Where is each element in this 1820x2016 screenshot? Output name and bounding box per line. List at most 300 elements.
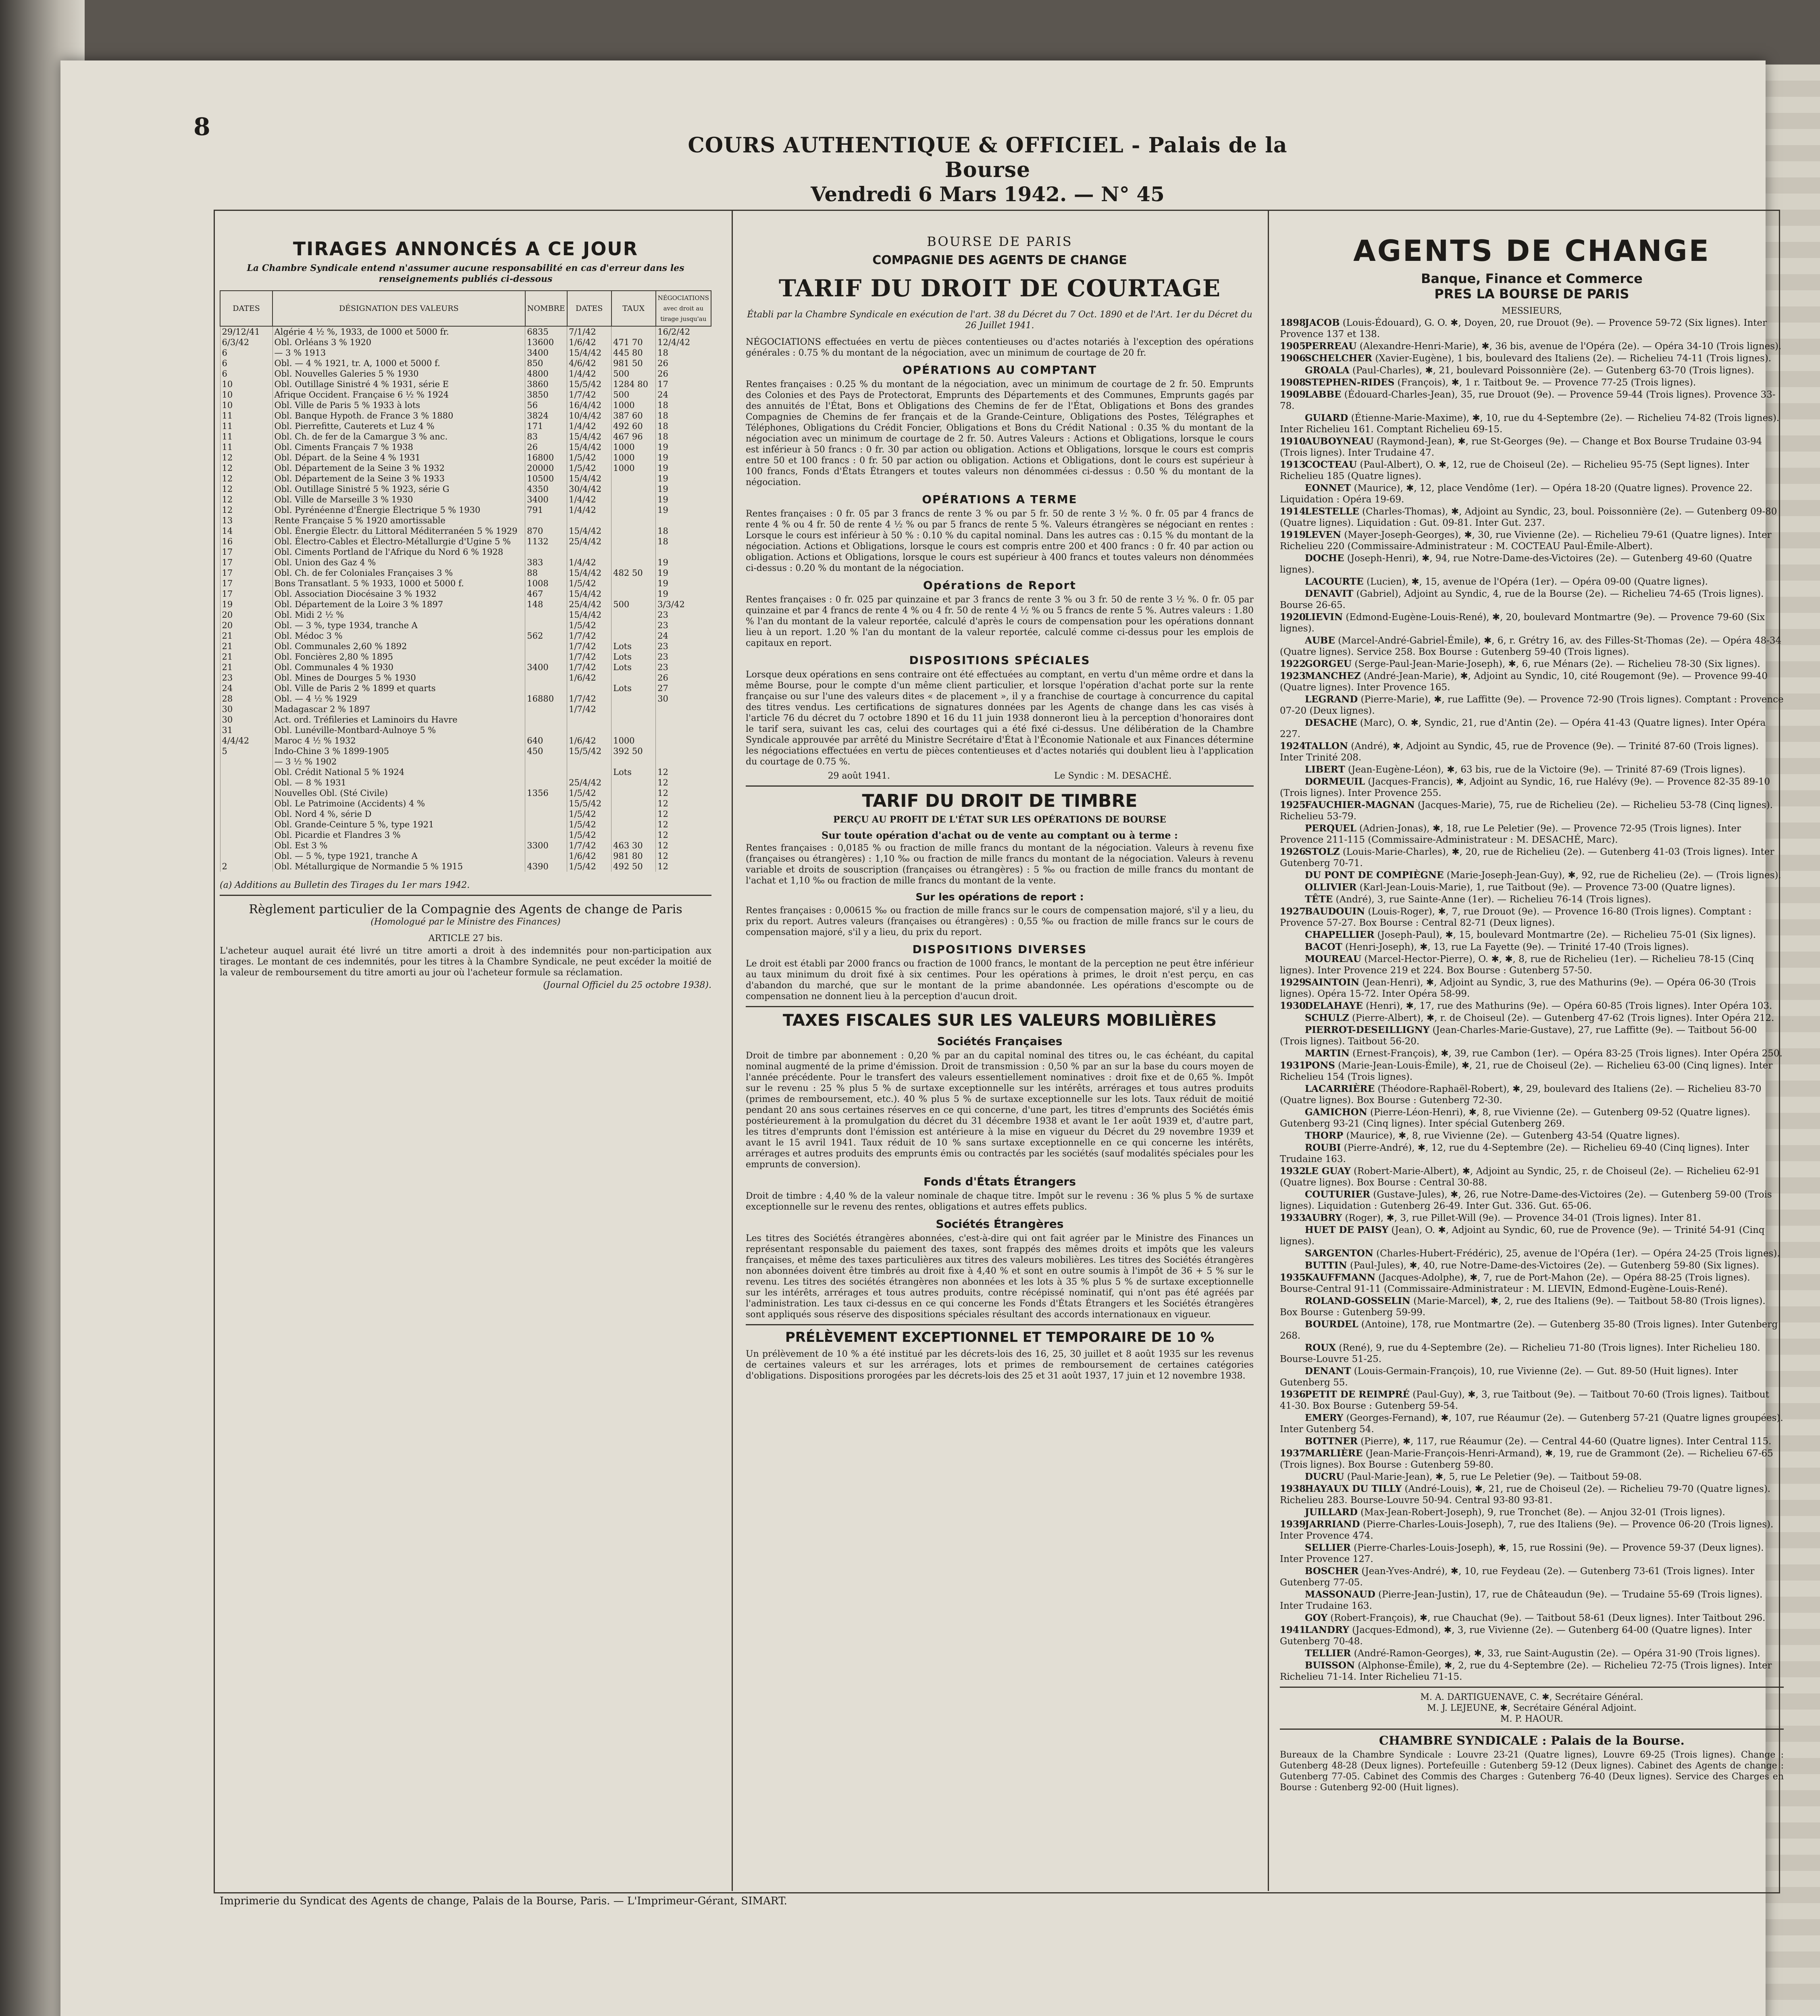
table-row — [220, 599, 711, 610]
row-remb-date: 1/7/42 — [567, 652, 612, 662]
agent-detail: (Edmond-Eugène-Louis-René), ✱, 20, boulevard Montmartre (9e). — Provence 79-60 (Six lignes). — [1280, 612, 1765, 634]
agent-name: AUBOYNEAU — [1305, 436, 1374, 447]
agent-entry — [1280, 977, 1784, 1000]
agent-detail: (Henri-Joseph), ✱, 13, rue La Fayette (9e). — Trinité 17-40 (Trois lignes). — [1345, 942, 1689, 952]
agent-name: DOCHE — [1305, 553, 1344, 564]
row-date: 11 — [220, 410, 272, 421]
table-row — [220, 777, 711, 788]
agent-detail: (Jacques-Edmond), ✱, 3, rue Vivienne (2e). — Gutenberg 64-00 (Quatre lignes). Inter Gutenberg 70-48. — [1280, 1625, 1752, 1647]
agents-column — [1280, 218, 1784, 1887]
agent-entry — [1280, 635, 1784, 658]
row-remb-date: 1/6/42 — [567, 735, 612, 746]
row-remb-date: 15/4/42 — [567, 568, 612, 578]
printer-footer: Imprimerie du Syndicat des Agents de change, Palais de la Bourse, Paris. — L'Imprimeur-Gérant, SIMART. — [220, 1895, 787, 1907]
agent-detail: (Gabriel), Adjoint au Syndic, 4, rue de la Bourse (2e). — Richelieu 74-65 (Trois lignes). Bourse 26-65. — [1280, 589, 1764, 610]
agent-name: LEGRAND — [1305, 694, 1358, 705]
agent-entry — [1280, 764, 1784, 775]
agent-name: LIBERT — [1305, 764, 1345, 775]
row-remb-date: 1/5/42 — [567, 819, 612, 830]
agent-entry — [1280, 929, 1784, 941]
row-date — [220, 767, 272, 777]
taxes-title: TAXES FISCALES SUR LES VALEURS MOBILIÈRES — [782, 1011, 1217, 1030]
tirages-column — [220, 218, 711, 1887]
agent-detail: (Marc), O. ✱, Syndic, 21, rue d'Antin (2e). — Opéra 41-43 (Quatre lignes). Inter Opéra 227. — [1280, 718, 1766, 739]
reglement-subtitle: (Homologué par le Ministre des Finances) — [370, 917, 561, 927]
row-remb-date: 1/4/42 — [567, 557, 612, 568]
row-negociation: 19 — [656, 568, 711, 578]
agents-subtitle: Banque, Finance et Commerce — [1421, 271, 1643, 286]
row-designation: Bons Transatlant. 5 % 1933, 1000 et 5000 f. — [272, 578, 525, 589]
agent-detail: (Marcel-Hector-Pierre), O. ✱, ✱, 8, rue de Richelieu (1er). — Richelieu 78-15 (Cinq lignes). Inter Provence 219 et 224. Box Bourse : Gutenberg 57-50. — [1280, 954, 1754, 976]
agent-entry — [1280, 1366, 1784, 1388]
row-remb-date: 1/5/42 — [567, 830, 612, 840]
row-taux: 1000 — [612, 735, 656, 746]
agent-name: PETIT DE REIMPRÉ — [1305, 1389, 1410, 1400]
agent-name: GUIARD — [1305, 412, 1348, 423]
agent-detail: (Marie-Jean-Louis-Émile), ✱, 21, rue de Choiseul (2e). — Richelieu 63-00 (Cinq lignes). Inter Richelieu 154 (Trois lignes). — [1280, 1060, 1773, 1082]
row-nombre: 1008 — [525, 578, 567, 589]
agent-name: LIEVIN — [1305, 612, 1343, 623]
agent-entry — [1280, 1225, 1784, 1247]
row-remb-date: 1/5/42 — [567, 578, 612, 589]
row-designation: Obl. Communales 2,60 % 1892 — [272, 641, 525, 652]
row-nombre: 16880 — [525, 694, 567, 704]
row-negociation: 23 — [656, 610, 711, 620]
row-taux: 500 — [612, 599, 656, 610]
chambre-title: CHAMBRE SYNDICALE : Palais de la Bourse. — [1379, 1734, 1685, 1748]
row-negociation: 26 — [656, 358, 711, 369]
agent-name: MOUREAU — [1305, 954, 1362, 964]
agent-entry — [1280, 1589, 1784, 1612]
agent-entry — [1280, 1319, 1784, 1341]
row-nombre — [525, 809, 567, 819]
agent-name: BUISSON — [1305, 1660, 1355, 1671]
agent-entry — [1280, 671, 1784, 693]
row-date — [220, 798, 272, 809]
agent-detail: (Pierre-Albert), ✱, r. de Choiseul (2e). — Gutenberg 47-62 (Trois lignes). Inter Opéra 212. — [1352, 1013, 1774, 1023]
row-negociation: 18 — [656, 400, 711, 410]
divider — [746, 1006, 1254, 1007]
agent-entry — [1280, 1060, 1784, 1083]
agent-entry — [1280, 588, 1784, 611]
agent-name: THORP — [1305, 1130, 1344, 1141]
agent-entry — [1280, 553, 1784, 575]
table-row — [220, 568, 711, 578]
row-date: 29/12/41 — [220, 326, 272, 337]
row-designation: Obl. Communales 4 % 1930 — [272, 662, 525, 673]
row-date — [220, 819, 272, 830]
row-designation: Obl. Association Diocésaine 3 % 1932 — [272, 589, 525, 599]
agent-year: 1935 — [1280, 1272, 1306, 1283]
row-negociation: 12 — [656, 861, 711, 872]
agent-name: SAINTOIN — [1305, 977, 1360, 988]
courtage-intro: Établi par la Chambre Syndicale en exécution de l'art. 38 du Décret du 7 Oct. 1890 et de l'Art. 1er du Décret du 26 Juillet 1941. — [747, 310, 1252, 331]
row-designation: Obl. Union des Gaz 4 % — [272, 557, 525, 568]
table-row — [220, 830, 711, 840]
row-taux: 392 50 — [612, 746, 656, 756]
row-taux — [612, 714, 656, 725]
agent-year: 1941 — [1280, 1624, 1306, 1635]
row-taux — [612, 704, 656, 714]
table-row — [220, 756, 711, 767]
agent-entry — [1280, 459, 1784, 482]
row-nombre: 870 — [525, 526, 567, 536]
row-designation: Obl. Département de la Loire 3 % 1897 — [272, 599, 525, 610]
agent-detail: (Jean), O. ✱, Adjoint au Syndic, 60, rue de Provence (9e). — Trinité 54-91 (Cinq lignes). — [1280, 1225, 1765, 1247]
row-date: 6 — [220, 348, 272, 358]
agent-entry — [1280, 436, 1784, 458]
agent-year: 1939 — [1280, 1519, 1306, 1530]
agent-name: GAMICHON — [1305, 1107, 1367, 1118]
row-remb-date: 1/5/42 — [567, 452, 612, 463]
agent-entry — [1280, 894, 1784, 905]
col-header-nombre: NOMBRE — [525, 291, 567, 326]
row-date: 30 — [220, 704, 272, 714]
col-header-dates-remb: DATES — [567, 291, 612, 326]
bourse-kicker: BOURSE DE PARIS — [927, 234, 1073, 249]
agent-detail: (Théodore-Raphaël-Robert), ✱, 29, boulevard des Italiens (2e). — Richelieu 83-70 (Quatre lignes). Box Bourse : Gutenberg 72-30. — [1280, 1084, 1762, 1106]
table-row — [220, 735, 711, 746]
agent-name: HAYAUX DU TILLY — [1305, 1483, 1402, 1494]
row-taux — [612, 505, 656, 515]
agent-detail: (Louis-Édouard), G. O. ✱, Doyen, 20, rue Drouot (9e). — Provence 59-72 (Six lignes). Inter Provence 137 et 138. — [1280, 318, 1767, 339]
row-nombre: 26 — [525, 442, 567, 452]
table-row — [220, 641, 711, 652]
agent-entry — [1280, 870, 1784, 881]
row-taux: 500 — [612, 369, 656, 379]
table-row — [220, 442, 711, 452]
agent-detail: (Robert-Marie-Albert), ✱, Adjoint au Syndic, 25, r. de Choiseul (2e). — Richelieu 62-91 (Quatre lignes). Box Bourse : Central 30-88. — [1280, 1166, 1760, 1188]
agent-entry — [1280, 800, 1784, 822]
agent-year: 1937 — [1280, 1448, 1306, 1459]
agent-detail: (Jacques-Adolphe), ✱, 7, rue de Port-Mahon (2e). — Opéra 88-25 (Trois lignes). Bourse-Central 91-11 (Commissaire-Administrateur : M. LIEVIN, Edmond-Eugène-Louis-René). — [1280, 1272, 1750, 1294]
row-negociation: 12 — [656, 851, 711, 861]
table-row — [220, 494, 711, 505]
officer-2: M. J. LEJEUNE, ✱, Secrétaire Général Adjoint. — [1427, 1703, 1637, 1713]
row-negociation: 18 — [656, 421, 711, 431]
taxes-block-text: Droit de timbre : 4,40 % de la valeur nominale de chaque titre. Impôt sur le revenu : 36 % plus 5 % de surtaxe exceptionnelle sur le revenu des rentes, obligations et autres effets publics. — [746, 1191, 1254, 1212]
row-designation: Obl. Lunéville-Montbard-Aulnoye 5 % — [272, 725, 525, 735]
row-date: 12 — [220, 494, 272, 505]
table-row — [220, 746, 711, 756]
courtage-negociations: NÉGOCIATIONS effectuées en vertu de pièces contentieuses ou d'actes notariés à l'exception des opérations générales : 0.75 % du montant de la négociation, avec un minimum de courtage de 20 fr. — [746, 337, 1254, 358]
row-designation: Obl. Département de la Seine 3 % 1932 — [272, 463, 525, 473]
agent-name: SELLIER — [1305, 1542, 1351, 1553]
row-nombre: 3400 — [525, 494, 567, 505]
row-nombre: 6835 — [525, 326, 567, 337]
agent-year: 1905 — [1280, 341, 1306, 352]
agent-entry — [1280, 1142, 1784, 1165]
courtage-section-text: Rentes françaises : 0 fr. 025 par quinzaine et par 3 francs de rente 3 % ou 3 fr. 50 de rente 3 ½ %. 0 fr. 05 par quinzaine et par 4 francs de rente 4 % ou 4 fr. 50 de rente 4 ½ % ou 5 francs de rente 5 %. Autres valeurs : 1.80 % l'an du montant de la valeur reportée, calculé d'après le cours de compensation pour les opérations donnant lieu à un report. 1.20 % l'an du montant de la valeur reportée, calculé comme ci-dessus pour les emplois de capitaux en report. — [746, 595, 1254, 648]
divider — [746, 1324, 1254, 1325]
courtage-section-heading: OPÉRATIONS AU COMPTANT — [902, 363, 1097, 377]
agent-name: BOURDEL — [1305, 1319, 1358, 1330]
row-taux: 463 30 — [612, 840, 656, 851]
row-taux — [612, 557, 656, 568]
agent-detail: (Henri), ✱, 17, rue des Mathurins (9e). — Opéra 60-85 (Trois lignes). Inter Opéra 103. — [1366, 1001, 1772, 1011]
agent-entry — [1280, 1624, 1784, 1647]
row-nombre: 1356 — [525, 788, 567, 798]
row-negociation: 19 — [656, 463, 711, 473]
agent-name: LANDRY — [1305, 1624, 1349, 1635]
row-designation: Obl. Banque Hypoth. de France 3 % 1880 — [272, 410, 525, 421]
row-date: 6 — [220, 358, 272, 369]
agent-entry — [1280, 1212, 1784, 1224]
row-taux — [612, 578, 656, 589]
agent-entry — [1280, 1342, 1784, 1365]
agent-name: BOTTNER — [1305, 1436, 1358, 1447]
row-designation: Obl. Ch. de fer de la Camargue 3 % anc. — [272, 431, 525, 442]
row-remb-date: 15/4/42 — [567, 589, 612, 599]
row-designation: Madagascar 2 % 1897 — [272, 704, 525, 714]
agent-entry — [1280, 1025, 1784, 1047]
row-taux — [612, 494, 656, 505]
col-header-negociations: NÉGOCIATIONS avec droit au tirage jusqu'au — [656, 291, 711, 326]
row-date — [220, 840, 272, 851]
table-row — [220, 809, 711, 819]
row-negociation: 24 — [656, 389, 711, 400]
row-date: 6 — [220, 369, 272, 379]
agent-name: BUTTIN — [1305, 1260, 1347, 1271]
row-remb-date: 1/7/42 — [567, 840, 612, 851]
agent-entry — [1280, 906, 1784, 929]
row-designation: Obl. Le Patrimoine (Accidents) 4 % — [272, 798, 525, 809]
agent-detail: (Pierre-Léon-Henri), ✱, 8, rue Vivienne (2e). — Gutenberg 09-52 (Quatre lignes). Gutenberg 93-21 (Cinq lignes). Inter spécial Gutenberg 269. — [1280, 1107, 1751, 1129]
agent-detail: (Joseph-Henri), ✱, 94, rue Notre-Dame-des-Victoires (2e). — Gutenberg 49-60 (Quatre lignes). — [1280, 553, 1752, 575]
row-taux — [612, 620, 656, 631]
row-date: 17 — [220, 568, 272, 578]
agent-name: COUTURIER — [1305, 1189, 1371, 1200]
row-date: 17 — [220, 589, 272, 599]
row-negociation: 24 — [656, 631, 711, 641]
agent-detail: (André), 3, rue Sainte-Anne (1er). — Richelieu 76-14 (Trois lignes). — [1335, 894, 1652, 905]
table-row — [220, 505, 711, 515]
agent-detail: (Jacques-Francis), ✱, Adjoint au Syndic, 16, rue Halévy (9e). — Provence 82-35 89-10 (Trois lignes). Inter Provence 255. — [1280, 777, 1770, 798]
agent-name: STEPHEN-RIDES — [1305, 377, 1395, 388]
row-date: 30 — [220, 714, 272, 725]
agent-detail: (Serge-Paul-Jean-Marie-Joseph), ✱, 6, rue Ménars (2e). — Richelieu 78-30 (Six lignes). — [1354, 659, 1760, 669]
row-designation: Obl. Énergie Électr. du Littoral Méditerranéen 5 % 1929 — [272, 526, 525, 536]
row-negociation: 16/2/42 — [656, 326, 711, 337]
table-row — [220, 788, 711, 798]
row-negociation: 19 — [656, 484, 711, 494]
row-negociation — [656, 547, 711, 557]
table-row — [220, 463, 711, 473]
row-taux — [612, 536, 656, 547]
agent-name: LABBE — [1305, 389, 1342, 400]
row-remb-date: 15/4/42 — [567, 473, 612, 484]
row-designation: Obl. Ville de Marseille 3 % 1930 — [272, 494, 525, 505]
agent-name: MARLIÈRE — [1305, 1448, 1363, 1459]
agent-detail: (Pierre-André), ✱, 12, rue du 4-Septembre (2e). — Richelieu 69-40 (Cinq lignes). Inter Trudaine 163. — [1280, 1143, 1749, 1164]
row-remb-date: 25/4/42 — [567, 536, 612, 547]
table-row — [220, 662, 711, 673]
tirages-title: TIRAGES ANNONCÉS A CE JOUR — [293, 238, 639, 260]
courtage-date: 29 août 1941. — [828, 771, 890, 781]
row-nombre: 383 — [525, 557, 567, 568]
row-remb-date: 10/4/42 — [567, 410, 612, 421]
agent-entry — [1280, 1471, 1784, 1483]
agent-name: CHAPELLIER — [1305, 929, 1375, 940]
row-date — [220, 851, 272, 861]
table-row — [220, 620, 711, 631]
row-date: 23 — [220, 673, 272, 683]
courtage-title: TARIF DU DROIT DE COURTAGE — [778, 275, 1221, 302]
row-date — [220, 788, 272, 798]
row-date: 17 — [220, 578, 272, 589]
row-nombre: 56 — [525, 400, 567, 410]
row-designation: Obl. Ville de Paris 2 % 1899 et quarts — [272, 683, 525, 694]
agent-name: AUBE — [1305, 635, 1335, 646]
agent-entry — [1280, 1519, 1784, 1541]
agent-name: ROLAND-GOSSELIN — [1305, 1295, 1410, 1306]
agent-entry — [1280, 341, 1784, 352]
agent-year: 1936 — [1280, 1389, 1306, 1400]
agent-entry — [1280, 1295, 1784, 1318]
agent-name: AUBRY — [1305, 1212, 1342, 1223]
row-designation: Algérie 4 ½ %, 1933, de 1000 et 5000 fr. — [272, 326, 525, 337]
row-negociation: 23 — [656, 652, 711, 662]
agent-detail: (Louis-Marie-Charles), ✱, 20, rue de Richelieu (2e). — Gutenberg 41-03 (Trois lignes). Inter Gutenberg 70-71. — [1280, 847, 1774, 868]
row-nombre: 850 — [525, 358, 567, 369]
agent-entry — [1280, 1542, 1784, 1565]
agent-detail: (Louis-Germain-François), 10, rue Vivienne (2e). — Gut. 89-50 (Huit lignes). Inter Gutenberg 55. — [1280, 1366, 1738, 1388]
row-nombre — [525, 704, 567, 714]
row-designation: Obl. Grande-Ceinture 5 %, type 1921 — [272, 819, 525, 830]
company-name: COMPAGNIE DES AGENTS DE CHANGE — [872, 253, 1127, 267]
row-negociation — [656, 704, 711, 714]
divider — [1280, 1687, 1784, 1688]
agent-name: DORMEUIL — [1305, 776, 1365, 787]
row-date: 6/3/42 — [220, 337, 272, 348]
row-designation: Obl. Ch. de fer Coloniales Françaises 3 % — [272, 568, 525, 578]
table-row — [220, 798, 711, 809]
row-nombre: 148 — [525, 599, 567, 610]
row-remb-date: 1/4/42 — [567, 505, 612, 515]
row-nombre — [525, 830, 567, 840]
row-negociation — [656, 714, 711, 725]
agent-year: 1929 — [1280, 977, 1306, 988]
agent-entry — [1280, 1166, 1784, 1188]
row-remb-date: 25/4/42 — [567, 599, 612, 610]
agent-detail: (Paul-Charles), ✱, 21, boulevard Poissonnière (2e). — Gutenberg 63-70 (Trois lignes). — [1352, 365, 1754, 376]
row-nombre: 467 — [525, 589, 567, 599]
agent-year: 1898 — [1280, 317, 1306, 328]
agent-detail: (Robert-François), ✱, rue Chauchat (9e). — Taitbout 58-61 (Deux lignes). Inter Taitbout 296. — [1330, 1613, 1766, 1623]
agent-name: SARGENTON — [1305, 1248, 1373, 1259]
table-row — [220, 473, 711, 484]
row-nombre — [525, 756, 567, 767]
agent-year: 1926 — [1280, 846, 1306, 857]
agent-entry — [1280, 776, 1784, 799]
agent-detail: (Louis-Roger), ✱, 7, rue Drouot (9e). — Provence 16-80 (Trois lignes). Comptant : Provence 57-27. Box Bourse : Central 82-71 (Deux lignes). — [1280, 906, 1751, 928]
courtage-signature: Le Syndic : M. DESACHÉ. — [1054, 771, 1172, 781]
row-nombre — [525, 652, 567, 662]
row-designation: Rente Française 5 % 1920 amortissable — [272, 515, 525, 526]
agent-name: DUCRU — [1305, 1471, 1344, 1482]
row-taux: 492 50 — [612, 861, 656, 872]
agent-year: 1920 — [1280, 612, 1306, 623]
row-designation: Obl. Département de la Seine 3 % 1933 — [272, 473, 525, 484]
agent-entry — [1280, 941, 1784, 953]
agent-detail: (Karl-Jean-Louis-Marie), 1, rue Taitbout (9e). — Provence 73-00 (Quatre lignes). — [1359, 882, 1736, 893]
row-designation: — 3 % 1913 — [272, 348, 525, 358]
row-negociation — [656, 756, 711, 767]
agent-detail: (Marie-Joseph-Jean-Guy), ✱, 92, rue de Richelieu (2e). — (Trois lignes). — [1446, 870, 1781, 881]
row-nombre — [525, 819, 567, 830]
table-row — [220, 652, 711, 662]
masthead — [685, 133, 1290, 206]
row-designation: Nouvelles Obl. (Sté Civile) — [272, 788, 525, 798]
row-date: 10 — [220, 400, 272, 410]
row-date: 20 — [220, 610, 272, 620]
agent-name: PERQUEL — [1305, 823, 1356, 834]
table-row — [220, 358, 711, 369]
row-designation: Obl. Outillage Sinistré 4 % 1931, série E — [272, 379, 525, 389]
tarifs-column — [746, 218, 1254, 1887]
agent-entry — [1280, 1448, 1784, 1470]
col-header-taux: TAUX — [612, 291, 656, 326]
agent-detail: (Antoine), 178, rue Montmartre (2e). — Gutenberg 35-80 (Trois lignes). Inter Gutenberg 268. — [1280, 1319, 1778, 1341]
agent-detail: (André-Louis), ✱, 21, rue de Choiseul (2e). — Richelieu 79-70 (Quatre lignes). Richelieu 283. Bourse-Louvre 50-94. Central 93-80 93-81. — [1280, 1484, 1771, 1506]
row-negociation — [656, 746, 711, 756]
row-negociation: 23 — [656, 620, 711, 631]
timbre-subtitle: PERÇU AU PROFIT DE L'ÉTAT SUR LES OPÉRATIONS DE BOURSE — [833, 814, 1167, 825]
agent-detail: (Édouard-Charles-Jean), 35, rue Drouot (9e). — Provence 59-44 (Trois lignes). Provence 33-78. — [1280, 389, 1776, 411]
table-row — [220, 673, 711, 683]
row-remb-date: 1/7/42 — [567, 662, 612, 673]
taxes-block-heading: Sociétés Étrangères — [936, 1217, 1064, 1231]
table-row — [220, 840, 711, 851]
row-date: 11 — [220, 421, 272, 431]
agent-entry — [1280, 529, 1784, 552]
agent-entry — [1280, 658, 1784, 670]
agent-entry — [1280, 1130, 1784, 1141]
row-remb-date — [567, 547, 612, 557]
row-remb-date: 15/5/42 — [567, 746, 612, 756]
agent-detail: (Ernest-François), ✱, 39, rue Cambon (1er). — Opéra 83-25 (Trois lignes). Inter Opéra 250. — [1352, 1048, 1783, 1059]
row-designation: Obl. Médoc 3 % — [272, 631, 525, 641]
row-designation: Obl. — 3 %, type 1934, tranche A — [272, 620, 525, 631]
agent-entry — [1280, 1107, 1784, 1129]
timbre-report-text: Rentes françaises : 0,00615 ‰ ou fraction de mille francs sur le cours de compensation majoré, s'il y a lieu, du prix du report. Autres valeurs (françaises ou étrangères) : 0,55 ‰ ou fraction de mille francs sur le cours de compensation majoré, s'il y a lieu, du prix du report. — [746, 906, 1254, 937]
agent-entry — [1280, 1000, 1784, 1012]
row-designation: Obl. Picardie et Flandres 3 % — [272, 830, 525, 840]
row-negociation: 12 — [656, 767, 711, 777]
agents-subtitle2: PRES LA BOURSE DE PARIS — [1434, 286, 1629, 302]
row-designation: Obl. Mines de Dourges 5 % 1930 — [272, 673, 525, 683]
row-date: 12 — [220, 452, 272, 463]
agent-detail: (Jean-Charles-Marie-Gustave), 27, rue Laffitte (9e). — Taitbout 56-00 (Trois lignes). Taitbout 56-20. — [1280, 1025, 1757, 1047]
row-negociation — [656, 515, 711, 526]
agent-detail: (Pierre), ✱, 117, rue Réaumur (2e). — Central 44-60 (Quatre lignes). Inter Central 115. — [1360, 1436, 1772, 1447]
row-designation: Obl. Est 3 % — [272, 840, 525, 851]
row-remb-date: 1/4/42 — [567, 494, 612, 505]
row-designation: Obl. Ciments Portland de l'Afrique du Nord 6 % 1928 — [272, 547, 525, 557]
row-nombre: 13600 — [525, 337, 567, 348]
agent-name: FAUCHIER-MAGNAN — [1305, 800, 1415, 810]
row-designation: Obl. Métallurgique de Normandie 5 % 1915 — [272, 861, 525, 872]
agent-year: 1925 — [1280, 800, 1306, 810]
row-nombre — [525, 851, 567, 861]
row-taux: 1000 — [612, 442, 656, 452]
prelevement-title: PRÉLÈVEMENT EXCEPTIONNEL ET TEMPORAIRE DE 10 % — [785, 1329, 1215, 1345]
row-negociation — [656, 725, 711, 735]
row-date: 12 — [220, 473, 272, 484]
row-taux — [612, 326, 656, 337]
row-negociation: 17 — [656, 379, 711, 389]
agent-entry — [1280, 1566, 1784, 1588]
